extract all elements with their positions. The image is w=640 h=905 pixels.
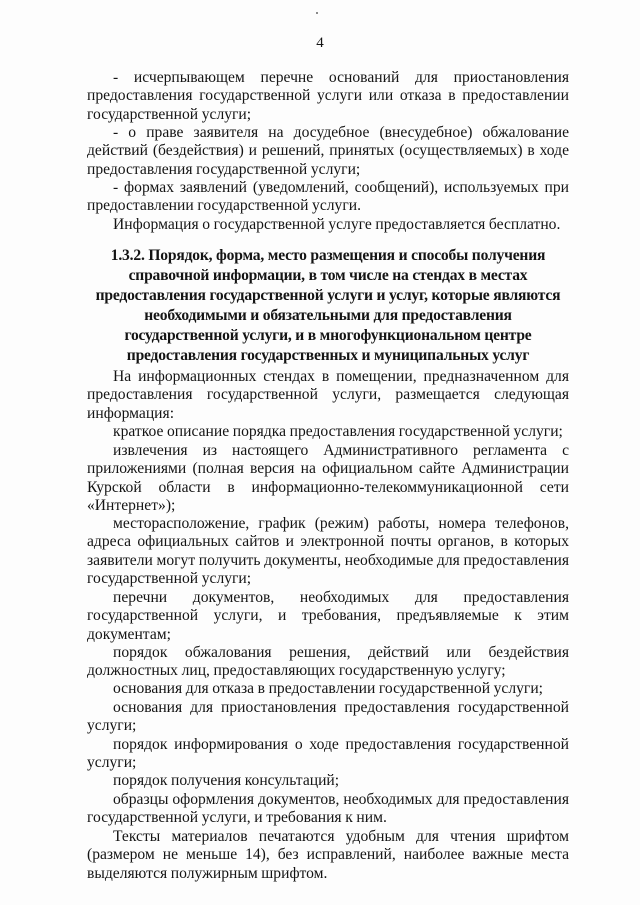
stands-item-progress-info: порядок информирования о ходе предоставления государственной услуги;	[87, 736, 569, 772]
stands-item-refusal-grounds: основания для отказа в предоставлении государственной услуги;	[113, 680, 544, 697]
section-heading: 1.3.2. Порядок, форма, место размещения и способы получения справочной информации, в том числе на стендах в местах предоставления государственной услуги и услуг, которые являются необходимыми и обязательными для предоставления государственной услуги, и в многофункциональном центре предоставления государственных и муниципальных услуг	[95, 247, 561, 364]
free-info-paragraph: Информация о государственной услуге предоставляется бесплатно.	[113, 216, 561, 233]
stands-item-description: краткое описание порядка предоставления государственной услуги;	[113, 423, 563, 440]
page-number: 4	[316, 35, 324, 51]
list-item-appeal-right: - о праве заявителя на досудебное (внесудебное) обжалование действий (бездействия) и решений, принятых (осуществляемых) в ходе предоставления государственной услуги;	[87, 124, 569, 178]
stands-item-suspension-grounds: основания для приостановления предоставления государственной услуги;	[87, 699, 569, 735]
font-note-paragraph: Тексты материалов печатаются удобным для чтения шрифтом (размером не меньше 14), без исправлений, наиболее важные места выделяются полужирным шрифтом.	[87, 828, 569, 882]
list-item-application-forms: - формах заявлений (уведомлений, сообщений), используемых при предоставлении государственной услуги.	[87, 179, 569, 215]
stands-intro: На информационных стендах в помещении, предназначенном для предоставления государственной услуги, размещается следующая информация:	[87, 368, 569, 422]
stands-item-consultations: порядок получения консультаций;	[113, 772, 340, 789]
stands-item-documents: перечни документов, необходимых для предоставления государственной услуги, и требования, предъявляемые к этим документам;	[87, 589, 569, 643]
list-item-grounds: - исчерпывающем перечне оснований для приостановления предоставления государственной услуги или отказа в предоставлении государственной услуги;	[87, 69, 569, 123]
stands-item-samples: образцы оформления документов, необходимых для предоставления государственной услуги, и требования к ним.	[87, 791, 569, 827]
stands-item-location: месторасположение, график (режим) работы, номера телефонов, адреса официальных сайтов и электронной почты органов, в которых заявители могут получить документы, необходимые для предоставления государственной услуги;	[87, 515, 569, 588]
scan-speck	[316, 12, 318, 14]
stands-item-extracts: извлечения из настоящего Административного регламента с приложениями (полная версия на официальном сайте Администрации Курской области в информационно-телекоммуникационной сети «Интернет»);	[87, 442, 569, 515]
stands-item-appeal-procedure: порядок обжалования решения, действий или бездействия должностных лиц, предоставляющих государственную услугу;	[87, 644, 569, 680]
